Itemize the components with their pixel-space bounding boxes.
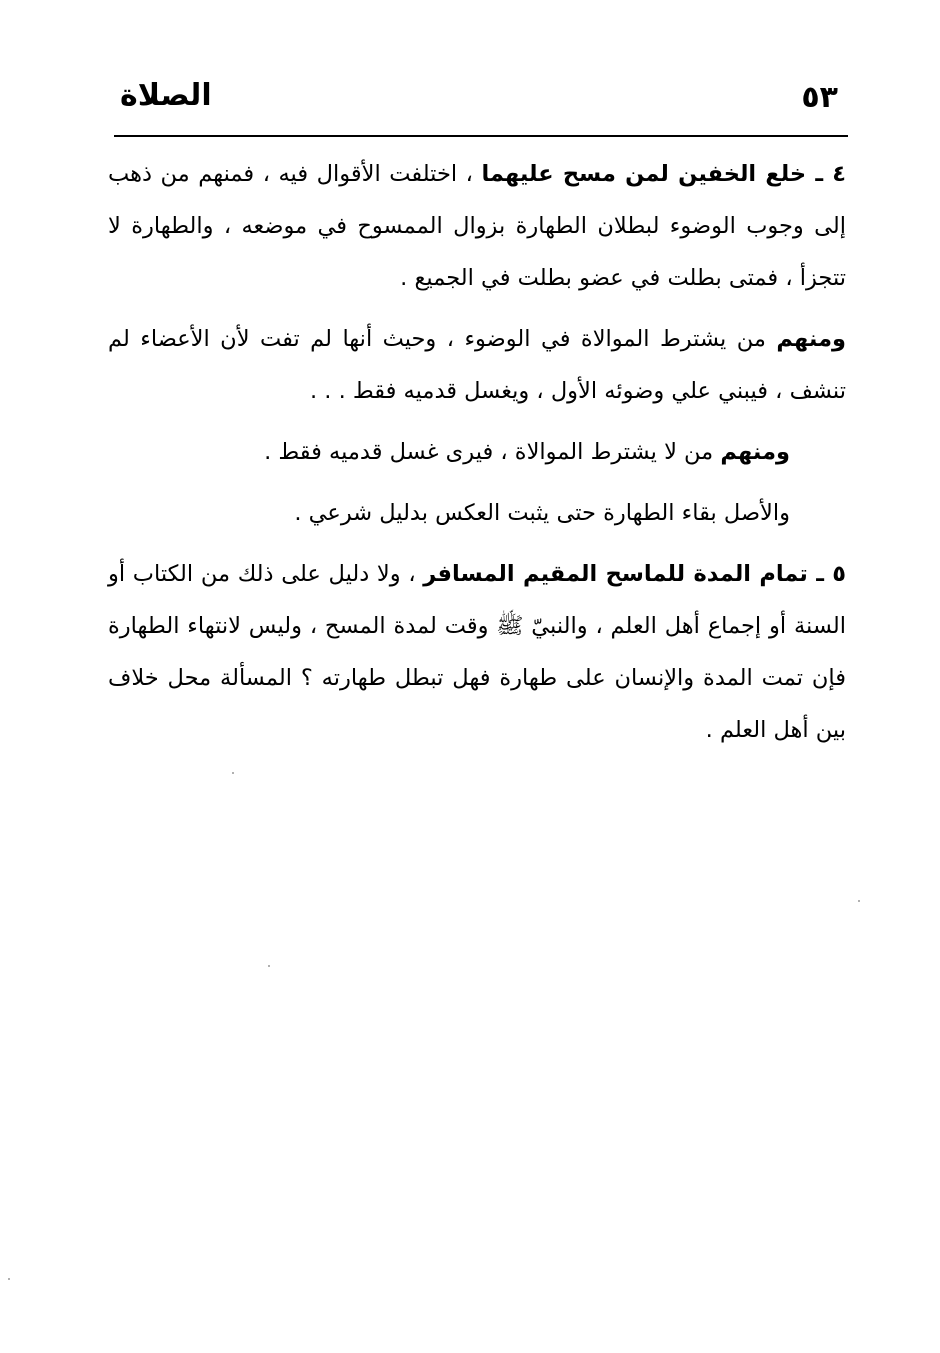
item-number: ٤ ـ	[806, 161, 847, 187]
paragraph-text: من لا يشترط الموالاة ، فيرى غسل قدميه فقط .	[264, 439, 721, 465]
lead-word: ومنهم	[720, 439, 790, 465]
paragraph-principle	[108, 487, 846, 539]
page-number: ٥٣	[801, 80, 838, 115]
paragraph-item-5	[108, 548, 846, 756]
running-title: الصلاة	[120, 78, 212, 113]
scan-speck	[232, 772, 234, 774]
paragraph-third-opinion	[108, 426, 846, 478]
item-number: ٥ ـ	[807, 561, 846, 587]
paragraph-text: ، اختلفت الأقوال فيه ، فمنهم من ذهب إلى وجوب الوضوء لبطلان الطهارة بزوال الممسوح في موضعه ، والطهارة لا تتجزأ ، فمتى بطلت في عضو بطلت في الجميع .	[108, 161, 846, 291]
page-header	[110, 72, 850, 132]
lead-word: ومنهم	[776, 326, 846, 352]
paragraph-text: والأصل بقاء الطهارة حتى يثبت العكس بدليل شرعي .	[294, 500, 790, 526]
item-heading: تمام المدة للماسح المقيم المسافر	[423, 561, 808, 587]
item-heading: خلع الخفين لمن مسح عليهما	[481, 161, 807, 187]
paragraph-text: من يشترط الموالاة في الوضوء ، وحيث أنها لم تفت لأن الأعضاء لم تنشف ، فيبني علي وضوئه الأول ، ويغسل قدميه فقط . . .	[108, 326, 846, 404]
header-rule	[114, 135, 848, 137]
body-text	[108, 148, 846, 765]
scan-speck	[268, 965, 270, 967]
paragraph-text: ، ولا دليل على ذلك من الكتاب أو السنة أو إجماع أهل العلم ، والنبيّ ﷺ وقت لمدة المسح ، وليس لانتهاء الطهارة فإن تمت المدة والإنسان على طهارة فهل تبطل طهارته ؟ المسألة محل خلاف بين أهل العلم .	[108, 561, 846, 743]
scan-speck	[858, 900, 860, 902]
paragraph-second-opinion	[108, 313, 846, 417]
scan-speck	[8, 1278, 10, 1280]
paragraph-item-4	[108, 148, 846, 304]
